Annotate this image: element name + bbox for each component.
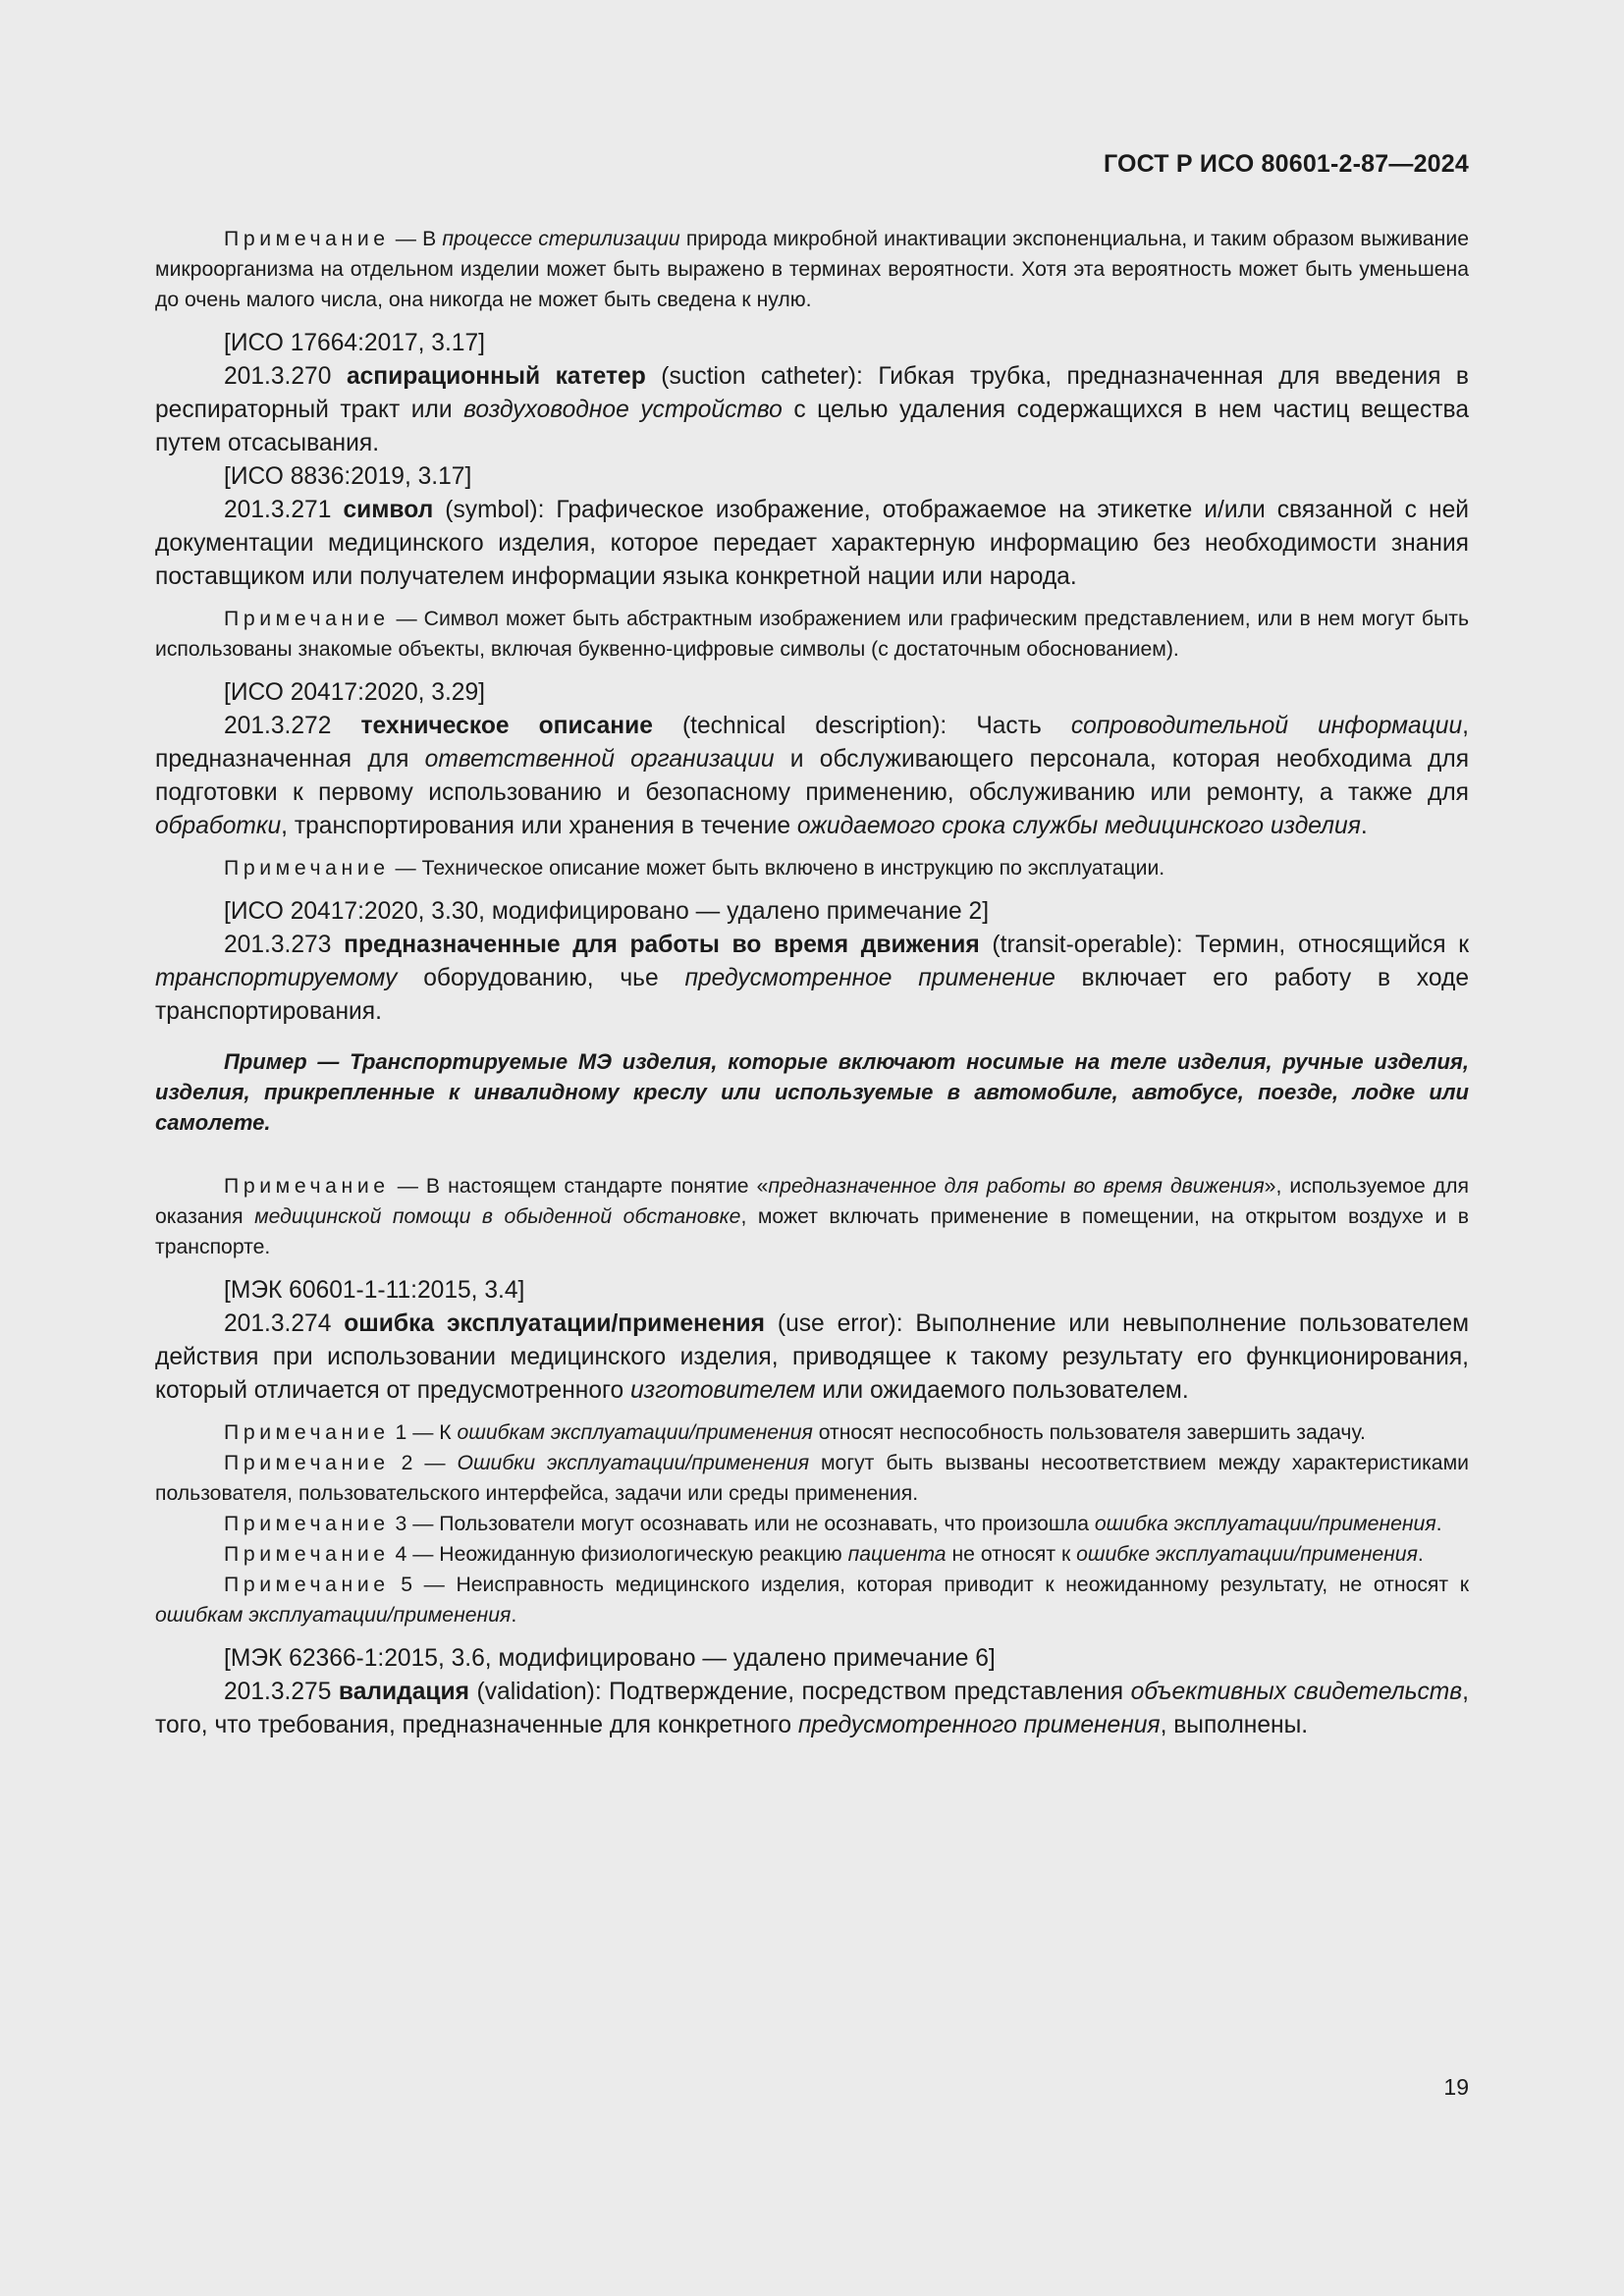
definition-201-3-275: 201.3.275 валидация (validation): Подтверждение, посредством представления объективных свидетельств, того, что требования, предназначенные для конкретного предусмотренного применения, выполнены. [155,1679,1469,1738]
reference-iso-8836: [ИСО 8836:2019, 3.17] [224,463,472,490]
definition-201-3-274: 201.3.274 ошибка эксплуатации/применения (use error): Выполнение или невыполнение пользователем действия при использовании медицинского изделия, приводящее к такому результату его функционирования, который отличается от предусмотренного изготовителем или ожидаемого пользователем. [155,1310,1470,1404]
reference-iso-20417-329: [ИСО 20417:2020, 3.29] [224,679,485,706]
term: ошибка эксплуатации/применения [344,1310,766,1337]
note-use-error-2: Примечание 2 — Ошибки эксплуатации/применения могут быть вызваны несоответствием между характеристиками пользователя, пользовательского интерфейса, задачи или среды применения. [155,1452,1469,1505]
note-use-error-5: Примечание 5 — Неисправность медицинского изделия, которая приводит к неожиданному результату, не относят к ошибкам эксплуатации/применения. [155,1574,1469,1627]
note-label: Примечание [224,1452,390,1474]
note-label: Примечание [224,1543,390,1566]
note-sterilization: Примечание — В процессе стерилизации природа микробной инактивации экспоненциальна, и таким образом выживание микроорганизма на отдельном изделии может быть выражено в терминах вероятности. Хотя эта вероятность может быть уменьшена до очень малого числа, она никогда не может быть сведена к нулю. [155,228,1470,311]
reference-iec-62366-1: [МЭК 62366-1:2015, 3.6, модифицировано — удалено примечание 6] [224,1645,996,1672]
term: валидация [338,1679,470,1705]
definition-201-3-272: 201.3.272 техническое описание (technical description): Часть сопроводительной информации, предназначенная для ответственной организации и обслуживающего персонала, которая необходима для подготовки к первому использованию и безопасному применению, обслуживанию или ремонту, а также для обработки, транспортирования или хранения в течение ожидаемого срока службы медицинского изделия. [155,713,1470,839]
note-label: Примечание [224,1574,390,1596]
note-label: Примечание [224,1175,390,1198]
definition-201-3-273: 201.3.273 предназначенные для работы во время движения (transit-operable): Термин, относящийся к транспортируемому оборудованию, чье предусмотренное применение включает его работу в ходе транспортирования. [155,932,1469,1025]
note-use-error-4: Примечание 4 — Неожиданную физиологическую реакцию пациента не относят к ошибке эксплуатации/применения. [224,1543,1424,1566]
note-label: Примечание [224,1421,390,1444]
note-transit-operable: Примечание — В настоящем стандарте понятие «предназначенное для работы во время движения», используемое для оказания медицинской помощи в обыденной обстановке, может включать применение в помещении, на открытом воздухе и в транспорте. [155,1175,1470,1258]
reference-iso-20417-330: [ИСО 20417:2020, 3.30, модифицировано — удалено примечание 2] [224,898,990,925]
note-label: Примечание [224,228,390,250]
document-body [155,224,1469,1742]
note-use-error-3: Примечание 3 — Пользователи могут осознавать или не осознавать, что произошла ошибка эксплуатации/применения. [224,1513,1442,1535]
term: аспирационный катетер [346,363,646,390]
term: техническое описание [360,713,653,739]
document-header: ГОСТ Р ИСО 80601-2-87—2024 [1103,150,1469,178]
note-symbol: Примечание — Символ может быть абстрактным изображением или графическим представлением, или в нем могут быть использованы знакомые объекты, включая буквенно-цифровые символы (с достаточным обоснованием). [155,608,1469,661]
note-label: Примечание [224,857,390,880]
term: символ [343,497,434,523]
note-label: Примечание [224,608,390,630]
example-transit-operable: Пример — Транспортируемые МЭ изделия, которые включают носимые на теле изделия, ручные изделия, изделия, прикрепленные к инвалидному креслу или используемые в автомобиле, автобусе, поезде, лодке или самолете. [155,1049,1469,1135]
reference-iec-60601-1-11: [МЭК 60601-1-11:2015, 3.4] [224,1277,525,1304]
page-number: 19 [1443,2074,1469,2100]
term: предназначенные для работы во время движения [344,932,980,958]
note-technical-description: Примечание — Техническое описание может быть включено в инструкцию по эксплуатации. [224,857,1165,880]
definition-201-3-271: 201.3.271 символ (symbol): Графическое изображение, отображаемое на этикетке и/или связанной с ней документации медицинского изделия, которое передает характерную информацию без необходимости знания поставщиком или получателем информации языка конкретной нации или народа. [155,497,1469,590]
note-label: Примечание [224,1513,390,1535]
reference-iso-17664: [ИСО 17664:2017, 3.17] [224,330,485,356]
definition-201-3-270: 201.3.270 аспирационный катетер (suction catheter): Гибкая трубка, предназначенная для введения в респираторный тракт или воздуховодное устройство с целью удаления содержащихся в нем частиц вещества путем отсасывания. [155,363,1470,456]
note-use-error-1: Примечание 1 — К ошибкам эксплуатации/применения относят неспособность пользователя завершить задачу. [224,1421,1366,1444]
